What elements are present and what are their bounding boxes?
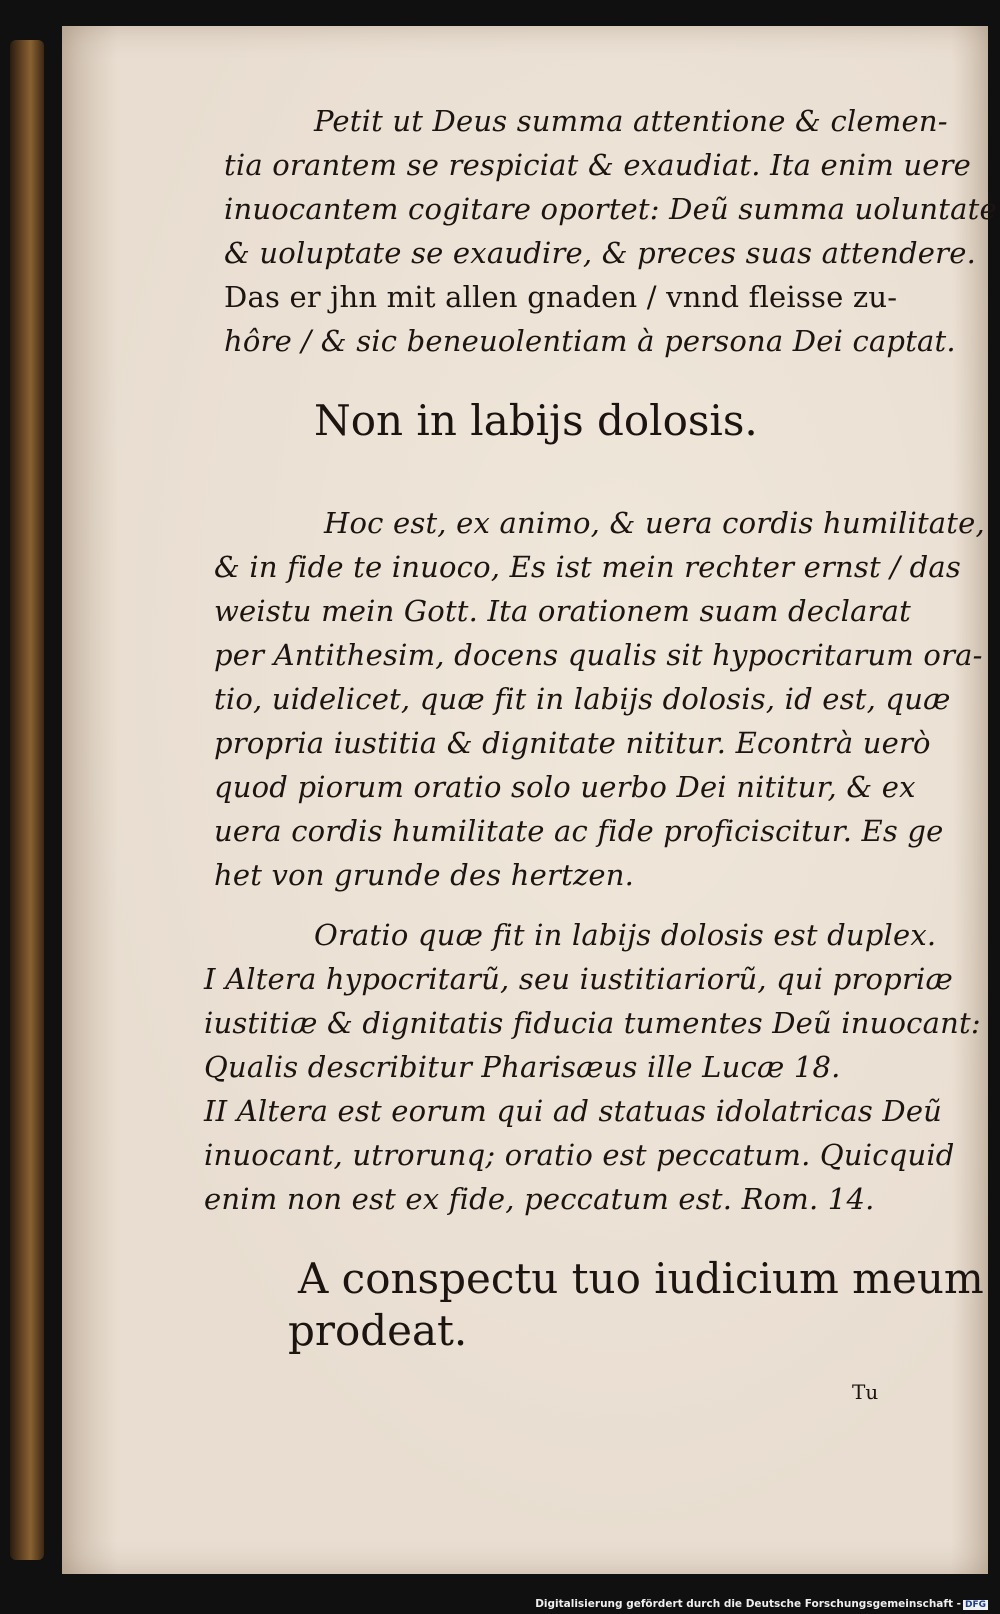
text-line: uera cordis humilitate ac fide proficiscitur. Es ge: [214, 814, 944, 848]
text-line: quod piorum oratio solo uerbo Dei nititur, & ex: [214, 770, 916, 804]
text-line: het von grunde des hertzen.: [214, 858, 635, 892]
text-line: tia orantem se respiciat & exaudiat. Ita enim uere: [224, 148, 971, 182]
text-line: inuocant, utrorunq; oratio est peccatum. Quicquid: [204, 1138, 955, 1172]
text-line: II Altera est eorum qui ad statuas idolatricas Deũ: [204, 1094, 943, 1128]
text-line: inuocantem cogitare oportet: Deũ summa uoluntate: [224, 192, 997, 226]
credit-text: Digitalisierung gefördert durch die Deutsche Forschungsgemeinschaft -: [535, 1598, 961, 1610]
section-heading: Non in labijs dolosis.: [314, 396, 758, 445]
text-line: per Antithesim, docens qualis sit hypocritarum ora-: [214, 638, 983, 672]
text-line: weistu mein Gott. Ita orationem suam declarat: [214, 594, 911, 628]
text-line: & uoluptate se exaudire, & preces suas attendere.: [224, 236, 976, 270]
heading-line: A conspectu tuo iudicium meum: [298, 1254, 984, 1303]
book-page: [62, 26, 997, 1574]
text-line: Oratio quæ fit in labijs dolosis est duplex.: [314, 918, 937, 952]
catchword: Tu: [852, 1380, 879, 1404]
text-line: Hoc est, ex animo, & uera cordis humilitate,: [324, 506, 985, 540]
book-spine: [10, 40, 44, 1560]
text-line: hôre / & sic beneuolentiam à persona Dei captat.: [224, 324, 956, 358]
dfg-logo: DFG: [964, 1600, 986, 1610]
text-line: Petit ut Deus summa attentione & clemen-: [314, 104, 948, 138]
text-line: iustitiæ & dignitatis fiducia tumentes Deũ inuocant:: [204, 1006, 981, 1040]
text-line: I Altera hypocritarũ, seu iustitiariorũ, qui propriæ: [204, 962, 953, 996]
text-line: & in fide te inuoco, Es ist mein rechter ernst / das: [214, 550, 961, 584]
text-line: Das er jhn mit allen gnaden / vnnd fleisse zu-: [224, 280, 898, 314]
heading-line: prodeat.: [288, 1306, 468, 1355]
text-line: Qualis describitur Pharisæus ille Lucæ 18.: [204, 1050, 841, 1084]
text-line: tio, uidelicet, quæ fit in labijs dolosis, id est, quæ: [214, 682, 951, 716]
digitization-credit: [535, 1598, 988, 1610]
text-line: enim non est ex fide, peccatum est. Rom. 14.: [204, 1182, 875, 1216]
text-line: propria iustitia & dignitate nititur. Econtrà uerò: [214, 726, 931, 760]
